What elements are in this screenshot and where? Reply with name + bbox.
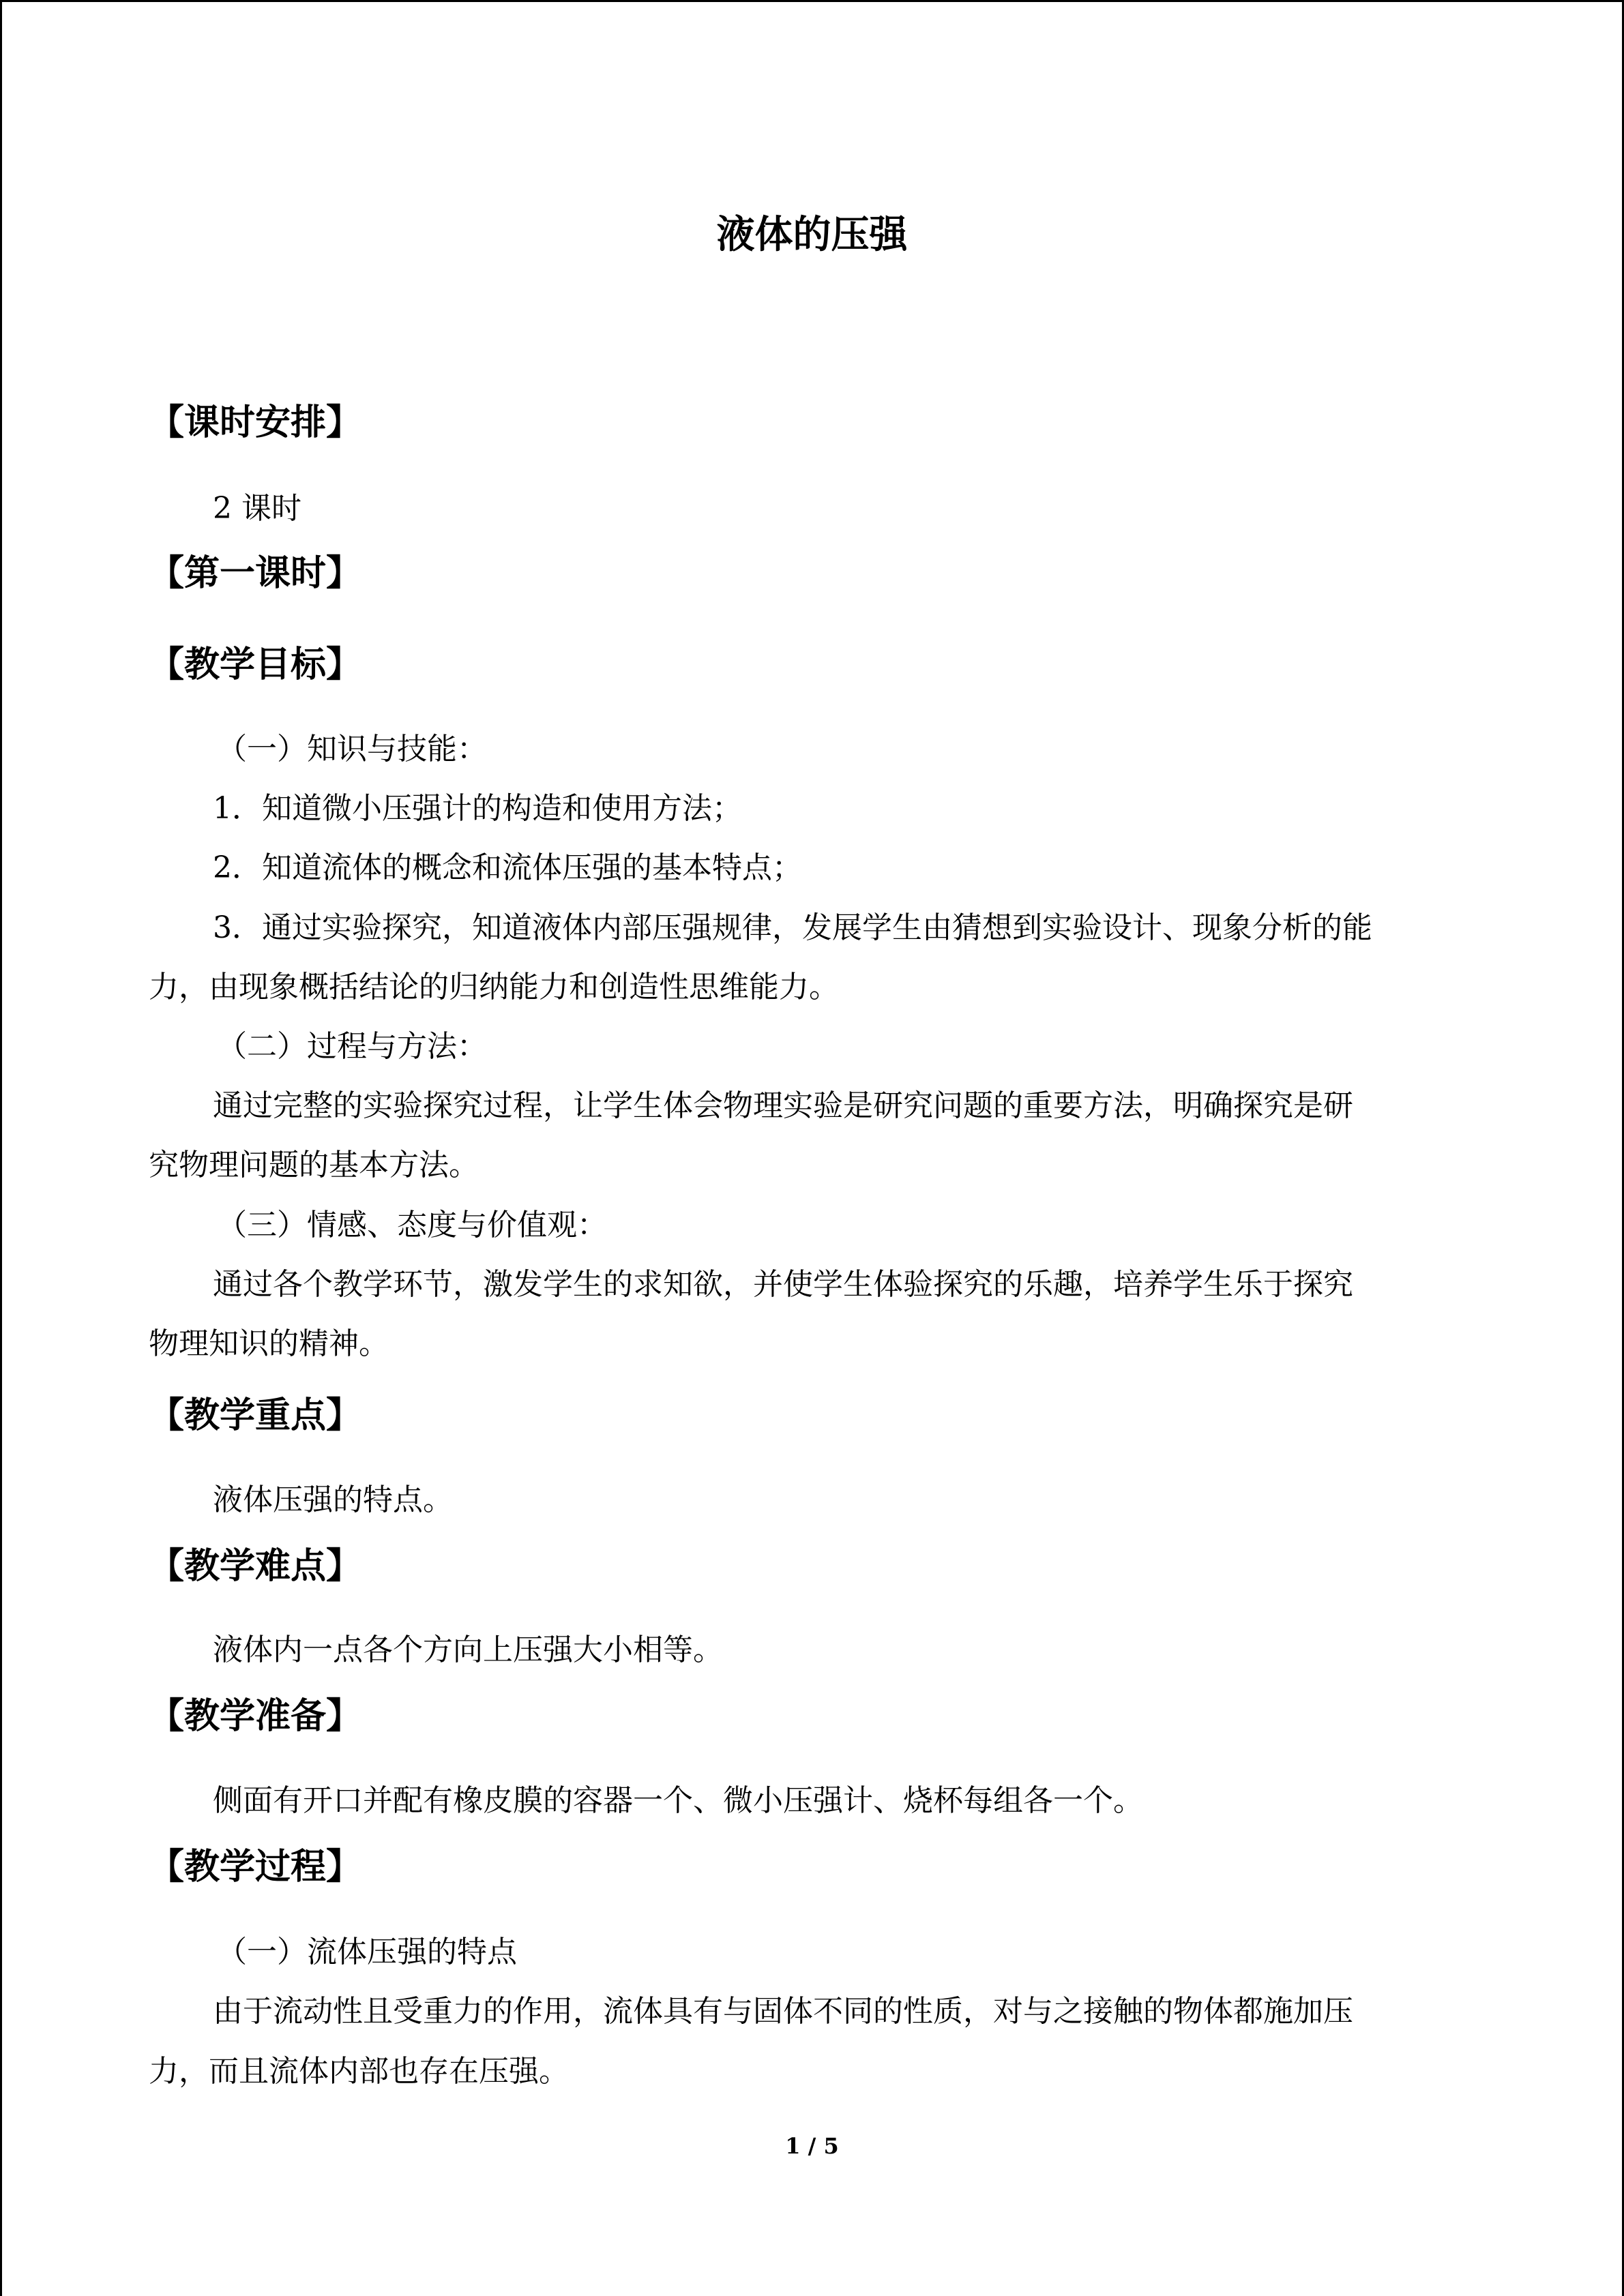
- key-point-text: 液体压强的特点。: [213, 1482, 453, 1517]
- heading-difficulty: 【教学难点】: [149, 1546, 362, 1587]
- goal-item-2: 2．知道流体的概念和流体压强的基本特点；: [213, 850, 802, 885]
- goal-values-line1: 通过各个教学环节，激发学生的求知欲，并使学生体验探究的乐趣，培养学生乐于探究: [213, 1267, 1353, 1302]
- heading-lesson1: 【第一课时】: [149, 553, 362, 594]
- goal-process-line1: 通过完整的实验探究过程，让学生体会物理实验是研究问题的重要方法，明确探究是研: [213, 1088, 1353, 1123]
- heading-preparation: 【教学准备】: [149, 1696, 362, 1737]
- process-text-line1: 由于流动性且受重力的作用，流体具有与固体不同的性质，对与之接触的物体都施加压: [213, 1994, 1353, 2029]
- heading-goals: 【教学目标】: [149, 644, 362, 685]
- preparation-text: 侧面有开口并配有橡皮膜的容器一个、微小压强计、烧杯每组各一个。: [213, 1783, 1143, 1818]
- goal-knowledge-heading: （一）知识与技能：: [217, 732, 487, 766]
- difficulty-text: 液体内一点各个方向上压强大小相等。: [213, 1632, 723, 1667]
- page-title: 液体的压强: [716, 213, 908, 257]
- goal-values-heading: （三）情感、态度与价值观：: [217, 1208, 607, 1242]
- goal-process-heading: （二）过程与方法：: [217, 1029, 487, 1064]
- goal-item-3-line2: 力，由现象概括结论的归纳能力和创造性思维能力。: [149, 970, 839, 1004]
- heading-process: 【教学过程】: [149, 1847, 362, 1888]
- heading-key-point: 【教学重点】: [149, 1395, 362, 1436]
- goal-process-line2: 究物理问题的基本方法。: [149, 1148, 479, 1182]
- page-number: 1 / 5: [785, 2133, 839, 2159]
- process-section-1-heading: （一）流体压强的特点: [217, 1935, 517, 1969]
- goal-item-1: 1．知道微小压强计的构造和使用方法；: [213, 791, 742, 826]
- goal-item-3-line1: 3．通过实验探究，知道液体内部压强规律，发展学生由猜想到实验设计、现象分析的能: [213, 910, 1372, 945]
- goal-values-line2: 物理知识的精神。: [149, 1326, 389, 1361]
- heading-schedule: 【课时安排】: [149, 402, 362, 443]
- schedule-text: 2 课时: [213, 491, 301, 526]
- process-text-line2: 力，而且流体内部也存在压强。: [149, 2054, 569, 2089]
